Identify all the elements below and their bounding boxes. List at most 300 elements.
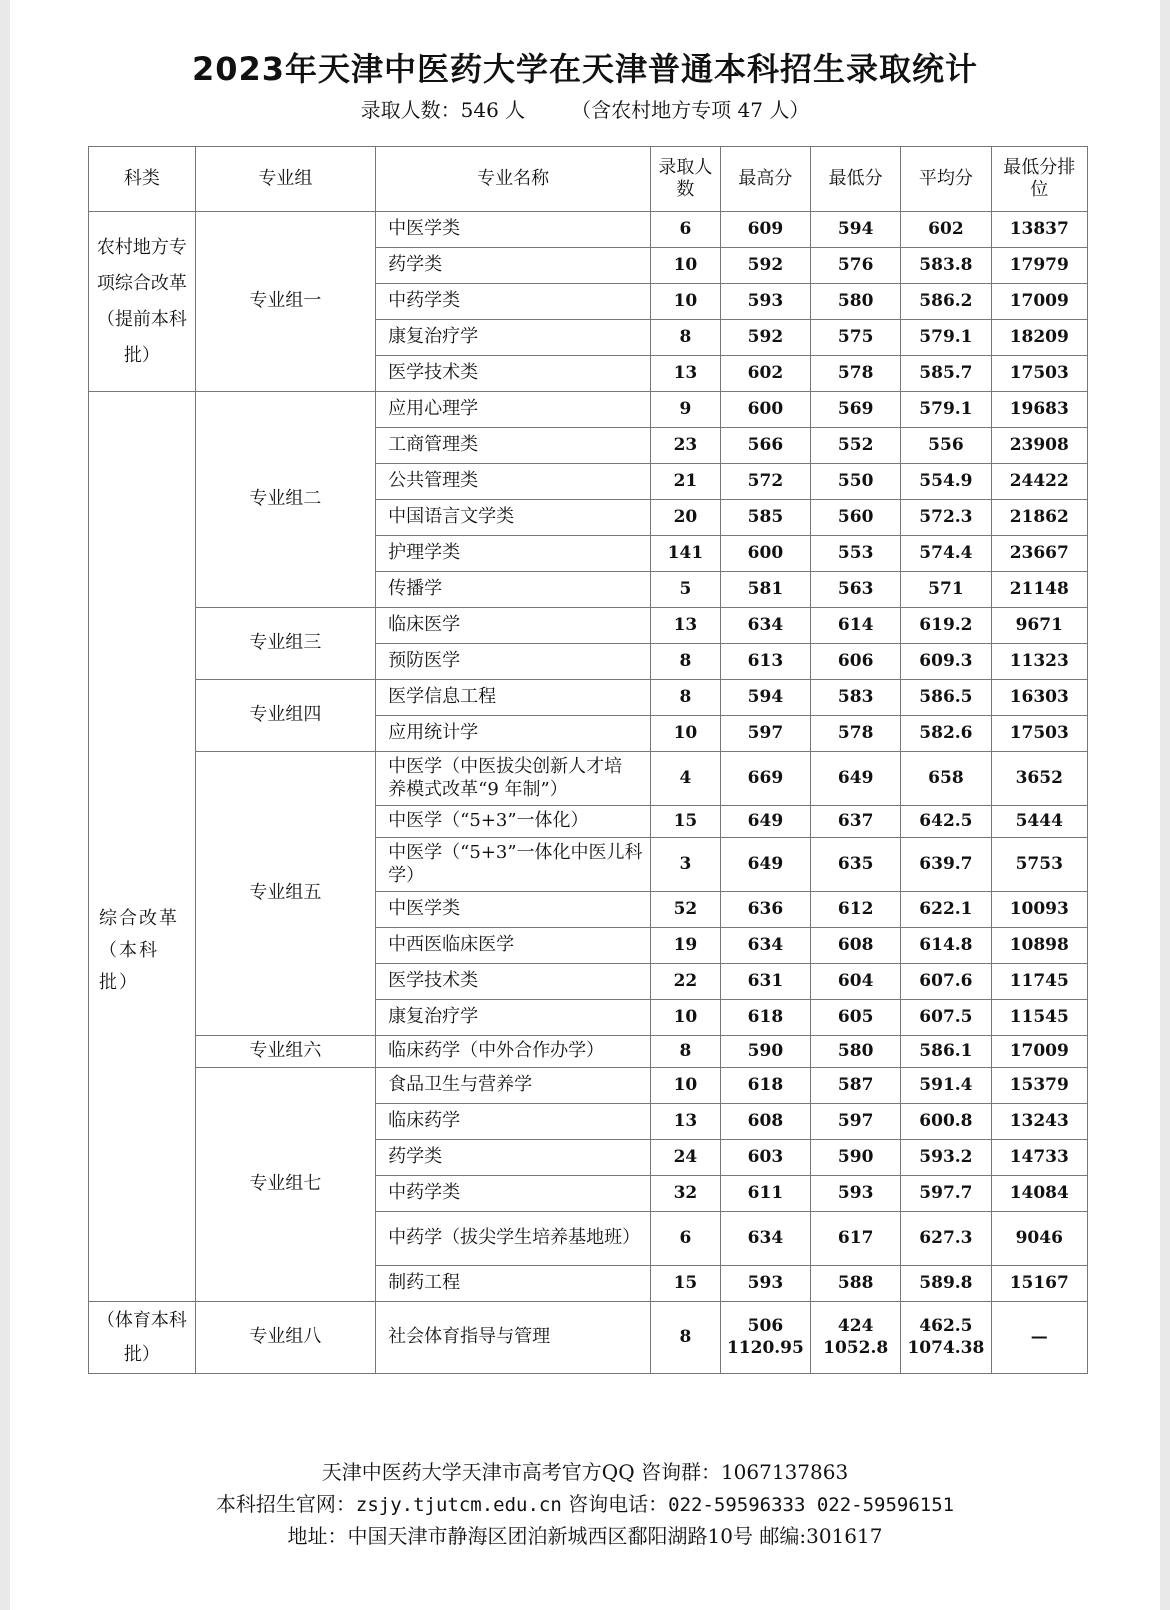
rank-cell: 3652 bbox=[991, 752, 1087, 806]
header-major: 专业名称 bbox=[376, 147, 651, 212]
max-score-cell bbox=[720, 680, 810, 716]
min-score-cell bbox=[811, 892, 901, 928]
count-cell: 13 bbox=[651, 356, 721, 392]
avg-score: 597.7 bbox=[919, 1182, 973, 1203]
max-score-cell bbox=[720, 536, 810, 572]
avg-score: 627.3 bbox=[919, 1227, 973, 1248]
avg-score: 579.1 bbox=[919, 398, 973, 419]
rank-cell: 17009 bbox=[991, 1036, 1087, 1068]
max-score: 600 bbox=[747, 542, 784, 563]
max-score-cell bbox=[720, 212, 810, 248]
major-name: 中药学类 bbox=[376, 284, 651, 320]
max-score: 572 bbox=[747, 470, 784, 491]
max-score-cell bbox=[720, 1266, 810, 1302]
rank-cell: 17009 bbox=[991, 284, 1087, 320]
avg-score-cell bbox=[901, 644, 991, 680]
max-score: 603 bbox=[747, 1146, 784, 1167]
max-score: 594 bbox=[747, 686, 784, 707]
rank-cell: 17979 bbox=[991, 248, 1087, 284]
min-score: 614 bbox=[837, 614, 874, 635]
max-score-cell bbox=[720, 928, 810, 964]
count-cell: 13 bbox=[651, 1104, 721, 1140]
count-cell: 141 bbox=[651, 536, 721, 572]
min-score: 576 bbox=[837, 254, 874, 275]
major-name: 临床医学 bbox=[376, 608, 651, 644]
max-score: 618 bbox=[747, 1006, 784, 1027]
major-name: 药学类 bbox=[376, 1140, 651, 1176]
avg-score: 582.6 bbox=[919, 722, 973, 743]
table-row bbox=[89, 1068, 1088, 1104]
group-cell: 专业组一 bbox=[195, 212, 376, 392]
count-cell: 6 bbox=[651, 212, 721, 248]
major-name: 药学类 bbox=[376, 248, 651, 284]
count-cell: 22 bbox=[651, 964, 721, 1000]
min-score: 605 bbox=[837, 1006, 874, 1027]
subtitle bbox=[10, 94, 1160, 123]
count-cell: 4 bbox=[651, 752, 721, 806]
min-score: 578 bbox=[837, 722, 874, 743]
min-score: 593 bbox=[837, 1182, 874, 1203]
min-score: 594 bbox=[837, 218, 874, 239]
min-score-cell bbox=[811, 716, 901, 752]
max-score-cell bbox=[720, 1068, 810, 1104]
min-score-cell bbox=[811, 608, 901, 644]
group-cell: 专业组五 bbox=[195, 752, 376, 1036]
header-group: 专业组 bbox=[195, 147, 376, 212]
footer-qq-line bbox=[10, 1456, 1160, 1485]
max-score-secondary: 1120.95 bbox=[726, 1337, 804, 1358]
group-cell: 专业组六 bbox=[195, 1036, 376, 1068]
max-score: 618 bbox=[747, 1074, 784, 1095]
min-score: 604 bbox=[837, 970, 874, 991]
rank-cell: 13243 bbox=[991, 1104, 1087, 1140]
max-score: 611 bbox=[747, 1182, 784, 1203]
avg-score: 607.6 bbox=[919, 970, 973, 991]
page-title: 2023年天津中医药大学在天津普通本科招生录取统计 bbox=[191, 50, 979, 88]
footer-phone-label: 咨询电话： bbox=[561, 1492, 669, 1516]
max-score-cell bbox=[720, 838, 810, 892]
min-score-cell bbox=[811, 464, 901, 500]
avg-score-cell bbox=[901, 1176, 991, 1212]
rank-cell: 10898 bbox=[991, 928, 1087, 964]
max-score-cell bbox=[720, 428, 810, 464]
avg-score: 589.8 bbox=[919, 1272, 973, 1293]
footer-website-link[interactable]: zsjy.tjutcm.edu.cn bbox=[355, 1494, 562, 1516]
min-score: 553 bbox=[837, 542, 874, 563]
category-cell: 农村地方专项综合改革（提前本科批） bbox=[89, 212, 196, 392]
min-score-secondary: 1052.8 bbox=[823, 1337, 889, 1358]
min-score-cell bbox=[811, 1302, 901, 1374]
max-score: 585 bbox=[747, 506, 784, 527]
rank-cell: 17503 bbox=[991, 716, 1087, 752]
avg-score: 614.8 bbox=[919, 934, 973, 955]
header-max: 最高分 bbox=[720, 147, 810, 212]
max-score-cell bbox=[720, 1302, 810, 1374]
avg-score: 579.1 bbox=[919, 326, 973, 347]
category-cell: 综合改革（本科批） bbox=[89, 392, 196, 1302]
max-score-cell bbox=[720, 608, 810, 644]
max-score-cell bbox=[720, 1212, 810, 1266]
avg-score-cell bbox=[901, 806, 991, 838]
count-cell: 10 bbox=[651, 716, 721, 752]
avg-score-cell bbox=[901, 892, 991, 928]
count-cell: 10 bbox=[651, 248, 721, 284]
major-name: 康复治疗学 bbox=[376, 1000, 651, 1036]
header-avg: 平均分 bbox=[901, 147, 991, 212]
min-score-cell bbox=[811, 644, 901, 680]
avg-score-cell bbox=[901, 500, 991, 536]
major-name: 中医学（“5+3”一体化中医儿科学） bbox=[376, 838, 651, 892]
min-score: 583 bbox=[837, 686, 874, 707]
min-score-cell bbox=[811, 320, 901, 356]
major-name: 工商管理类 bbox=[376, 428, 651, 464]
major-name: 中药学（拔尖学生培养基地班） bbox=[376, 1212, 651, 1266]
avg-score-cell bbox=[901, 1068, 991, 1104]
max-score: 593 bbox=[747, 1272, 784, 1293]
table-row bbox=[89, 1036, 1088, 1068]
avg-score-cell bbox=[901, 1302, 991, 1374]
footer-qq-label: 天津中医药大学天津市高考官方QQ 咨询群： bbox=[321, 1460, 721, 1484]
avg-score: 642.5 bbox=[919, 810, 973, 831]
avg-score-cell bbox=[901, 838, 991, 892]
avg-score: 556 bbox=[928, 434, 964, 455]
max-score-cell bbox=[720, 320, 810, 356]
rank-cell: 5753 bbox=[991, 838, 1087, 892]
min-score-cell bbox=[811, 1140, 901, 1176]
max-score-cell bbox=[720, 716, 810, 752]
avg-score: 607.5 bbox=[919, 1006, 973, 1027]
rank-cell: 15167 bbox=[991, 1266, 1087, 1302]
footer-qq-number: 1067137863 bbox=[720, 1460, 849, 1484]
max-score: 631 bbox=[747, 970, 784, 991]
group-cell: 专业组七 bbox=[195, 1068, 376, 1302]
rank-cell: 15379 bbox=[991, 1068, 1087, 1104]
admission-total: 录取人数：546 人 bbox=[360, 98, 526, 122]
min-score-cell bbox=[811, 212, 901, 248]
rank-cell: 19683 bbox=[991, 392, 1087, 428]
rank-cell: — bbox=[991, 1302, 1087, 1374]
max-score-cell bbox=[720, 392, 810, 428]
rank-cell: 5444 bbox=[991, 806, 1087, 838]
min-score-cell bbox=[811, 964, 901, 1000]
count-cell: 24 bbox=[651, 1140, 721, 1176]
min-score-cell bbox=[811, 1212, 901, 1266]
avg-score-cell bbox=[901, 1266, 991, 1302]
major-name: 中药学类 bbox=[376, 1176, 651, 1212]
avg-score-cell bbox=[901, 964, 991, 1000]
avg-score: 600.8 bbox=[919, 1110, 973, 1131]
min-score-cell bbox=[811, 428, 901, 464]
avg-score: 593.2 bbox=[919, 1146, 973, 1167]
avg-score-cell bbox=[901, 1140, 991, 1176]
category-cell: （体育本科批） bbox=[89, 1302, 196, 1374]
avg-score-cell bbox=[901, 320, 991, 356]
min-score-cell bbox=[811, 284, 901, 320]
avg-score-cell bbox=[901, 284, 991, 320]
rank-cell: 11545 bbox=[991, 1000, 1087, 1036]
count-cell: 5 bbox=[651, 572, 721, 608]
avg-score-cell bbox=[901, 212, 991, 248]
max-score: 506 bbox=[747, 1316, 784, 1337]
min-score-cell bbox=[811, 1068, 901, 1104]
major-name: 应用统计学 bbox=[376, 716, 651, 752]
max-score: 669 bbox=[747, 767, 784, 788]
major-name: 中国语言文学类 bbox=[376, 500, 651, 536]
avg-score-cell bbox=[901, 608, 991, 644]
rank-cell: 9671 bbox=[991, 608, 1087, 644]
footer-web-line bbox=[10, 1488, 1160, 1517]
avg-score-cell bbox=[901, 536, 991, 572]
major-name: 中医学类 bbox=[376, 892, 651, 928]
max-score-cell bbox=[720, 964, 810, 1000]
major-name: 食品卫生与营养学 bbox=[376, 1068, 651, 1104]
min-score: 560 bbox=[837, 506, 874, 527]
avg-score: 554.9 bbox=[919, 470, 973, 491]
max-score-cell bbox=[720, 1176, 810, 1212]
major-name: 预防医学 bbox=[376, 644, 651, 680]
avg-score-cell bbox=[901, 680, 991, 716]
count-cell: 32 bbox=[651, 1176, 721, 1212]
max-score: 602 bbox=[747, 362, 784, 383]
count-cell: 19 bbox=[651, 928, 721, 964]
table-row bbox=[89, 680, 1088, 716]
avg-score-cell bbox=[901, 1000, 991, 1036]
major-name: 应用心理学 bbox=[376, 392, 651, 428]
max-score-cell bbox=[720, 248, 810, 284]
count-cell: 8 bbox=[651, 320, 721, 356]
min-score: 580 bbox=[837, 1040, 874, 1061]
avg-score: 591.4 bbox=[919, 1074, 973, 1095]
rank-cell: 23908 bbox=[991, 428, 1087, 464]
min-score: 563 bbox=[837, 578, 874, 599]
min-score-cell bbox=[811, 928, 901, 964]
count-cell: 6 bbox=[651, 1212, 721, 1266]
group-cell: 专业组三 bbox=[195, 608, 376, 680]
max-score-cell bbox=[720, 644, 810, 680]
avg-score: 602 bbox=[928, 218, 964, 239]
table-row bbox=[89, 752, 1088, 806]
avg-score-cell bbox=[901, 428, 991, 464]
min-score-cell bbox=[811, 572, 901, 608]
min-score-cell bbox=[811, 1036, 901, 1068]
table-row bbox=[89, 608, 1088, 644]
max-score: 649 bbox=[747, 853, 784, 874]
count-cell: 15 bbox=[651, 1266, 721, 1302]
min-score-cell bbox=[811, 1104, 901, 1140]
count-cell: 13 bbox=[651, 608, 721, 644]
min-score-cell bbox=[811, 838, 901, 892]
avg-score: 462.5 bbox=[919, 1316, 973, 1337]
min-score: 580 bbox=[837, 290, 874, 311]
avg-score: 585.7 bbox=[919, 362, 973, 383]
max-score: 613 bbox=[747, 650, 784, 671]
major-name: 中医学（中医拔尖创新人才培 养模式改革“9 年制”） bbox=[376, 752, 651, 806]
max-score: 649 bbox=[747, 810, 784, 831]
min-score: 597 bbox=[837, 1110, 874, 1131]
min-score: 588 bbox=[837, 1272, 874, 1293]
rank-cell: 14733 bbox=[991, 1140, 1087, 1176]
header-count: 录取人数 bbox=[651, 147, 721, 212]
min-score-cell bbox=[811, 1000, 901, 1036]
avg-score-cell bbox=[901, 1104, 991, 1140]
rank-cell: 10093 bbox=[991, 892, 1087, 928]
min-score: 617 bbox=[837, 1227, 874, 1248]
max-score: 636 bbox=[747, 898, 784, 919]
rank-cell: 18209 bbox=[991, 320, 1087, 356]
max-score-cell bbox=[720, 500, 810, 536]
max-score: 634 bbox=[747, 1227, 784, 1248]
max-score: 592 bbox=[747, 326, 784, 347]
min-score: 608 bbox=[837, 934, 874, 955]
rank-cell: 21148 bbox=[991, 572, 1087, 608]
major-name: 中医学（“5+3”一体化） bbox=[376, 806, 651, 838]
max-score-cell bbox=[720, 572, 810, 608]
avg-score: 609.3 bbox=[919, 650, 973, 671]
avg-score-cell bbox=[901, 716, 991, 752]
major-name: 传播学 bbox=[376, 572, 651, 608]
avg-score-cell bbox=[901, 752, 991, 806]
footer-address-line: 地址：中国天津市静海区团泊新城西区鄱阳湖路10号 邮编:301617 bbox=[287, 1524, 883, 1548]
avg-score-cell bbox=[901, 464, 991, 500]
count-cell: 9 bbox=[651, 392, 721, 428]
major-name: 医学技术类 bbox=[376, 964, 651, 1000]
avg-score: 574.4 bbox=[919, 542, 973, 563]
major-name: 临床药学 bbox=[376, 1104, 651, 1140]
count-cell: 8 bbox=[651, 644, 721, 680]
max-score-cell bbox=[720, 356, 810, 392]
major-name: 康复治疗学 bbox=[376, 320, 651, 356]
table-row bbox=[89, 1302, 1088, 1374]
max-score: 634 bbox=[747, 934, 784, 955]
avg-score: 639.7 bbox=[919, 853, 973, 874]
count-cell: 8 bbox=[651, 1302, 721, 1374]
max-score: 600 bbox=[747, 398, 784, 419]
min-score-cell bbox=[811, 1266, 901, 1302]
rank-cell: 21862 bbox=[991, 500, 1087, 536]
avg-score: 571 bbox=[928, 578, 964, 599]
rank-cell: 11745 bbox=[991, 964, 1087, 1000]
avg-score-cell bbox=[901, 392, 991, 428]
rank-cell: 24422 bbox=[991, 464, 1087, 500]
min-score: 550 bbox=[837, 470, 874, 491]
min-score: 575 bbox=[837, 326, 874, 347]
rural-note: （含农村地方专项 47 人） bbox=[571, 98, 810, 122]
max-score: 608 bbox=[747, 1110, 784, 1131]
min-score-cell bbox=[811, 536, 901, 572]
max-score: 634 bbox=[747, 614, 784, 635]
rank-cell: 16303 bbox=[991, 680, 1087, 716]
min-score-cell bbox=[811, 752, 901, 806]
count-cell: 21 bbox=[651, 464, 721, 500]
rank-cell: 23667 bbox=[991, 536, 1087, 572]
header-rank: 最低分排位 bbox=[991, 147, 1087, 212]
max-score-cell bbox=[720, 284, 810, 320]
count-cell: 3 bbox=[651, 838, 721, 892]
count-cell: 10 bbox=[651, 284, 721, 320]
min-score-cell bbox=[811, 248, 901, 284]
document-page bbox=[10, 0, 1160, 1610]
max-score: 590 bbox=[747, 1040, 784, 1061]
min-score: 424 bbox=[837, 1316, 874, 1337]
max-score-cell bbox=[720, 1036, 810, 1068]
header-min: 最低分 bbox=[811, 147, 901, 212]
max-score: 592 bbox=[747, 254, 784, 275]
min-score: 606 bbox=[837, 650, 874, 671]
group-cell: 专业组四 bbox=[195, 680, 376, 752]
avg-score-cell bbox=[901, 356, 991, 392]
min-score-cell bbox=[811, 500, 901, 536]
min-score: 649 bbox=[837, 767, 874, 788]
max-score: 609 bbox=[747, 218, 784, 239]
min-score: 587 bbox=[837, 1074, 874, 1095]
avg-score-secondary: 1074.38 bbox=[907, 1337, 985, 1358]
max-score-cell bbox=[720, 806, 810, 838]
major-name: 公共管理类 bbox=[376, 464, 651, 500]
min-score: 590 bbox=[837, 1146, 874, 1167]
footer-phones: 022-59596333 022-59596151 bbox=[668, 1494, 955, 1516]
min-score: 612 bbox=[837, 898, 874, 919]
max-score: 566 bbox=[747, 434, 784, 455]
count-cell: 23 bbox=[651, 428, 721, 464]
count-cell: 20 bbox=[651, 500, 721, 536]
avg-score: 619.2 bbox=[919, 614, 973, 635]
min-score: 578 bbox=[837, 362, 874, 383]
avg-score-cell bbox=[901, 248, 991, 284]
max-score-cell bbox=[720, 1140, 810, 1176]
max-score-cell bbox=[720, 464, 810, 500]
max-score: 593 bbox=[747, 290, 784, 311]
count-cell: 15 bbox=[651, 806, 721, 838]
major-name: 制药工程 bbox=[376, 1266, 651, 1302]
avg-score: 586.1 bbox=[919, 1040, 973, 1061]
count-cell: 8 bbox=[651, 680, 721, 716]
rank-cell: 13837 bbox=[991, 212, 1087, 248]
footer-web-label: 本科招生官网： bbox=[215, 1492, 356, 1516]
avg-score: 572.3 bbox=[919, 506, 973, 527]
min-score-cell bbox=[811, 680, 901, 716]
avg-score-cell bbox=[901, 1036, 991, 1068]
count-cell: 8 bbox=[651, 1036, 721, 1068]
max-score-cell bbox=[720, 892, 810, 928]
avg-score: 583.8 bbox=[919, 254, 973, 275]
min-score: 569 bbox=[837, 398, 874, 419]
min-score: 552 bbox=[837, 434, 874, 455]
min-score: 637 bbox=[837, 810, 874, 831]
major-name: 护理学类 bbox=[376, 536, 651, 572]
rank-cell: 9046 bbox=[991, 1212, 1087, 1266]
major-name: 社会体育指导与管理 bbox=[376, 1302, 651, 1374]
min-score: 635 bbox=[837, 853, 874, 874]
table-header-row bbox=[89, 147, 1088, 212]
min-score-cell bbox=[811, 1176, 901, 1212]
max-score-cell bbox=[720, 752, 810, 806]
header-category: 科类 bbox=[89, 147, 196, 212]
table-row bbox=[89, 212, 1088, 248]
avg-score: 658 bbox=[928, 767, 964, 788]
max-score-cell bbox=[720, 1000, 810, 1036]
count-cell: 52 bbox=[651, 892, 721, 928]
max-score: 597 bbox=[747, 722, 784, 743]
max-score: 581 bbox=[747, 578, 784, 599]
count-cell: 10 bbox=[651, 1068, 721, 1104]
rank-cell: 14084 bbox=[991, 1176, 1087, 1212]
group-cell: 专业组八 bbox=[195, 1302, 376, 1374]
table-row bbox=[89, 392, 1088, 428]
major-name: 中西医临床医学 bbox=[376, 928, 651, 964]
avg-score-cell bbox=[901, 928, 991, 964]
max-score-cell bbox=[720, 1104, 810, 1140]
min-score-cell bbox=[811, 356, 901, 392]
